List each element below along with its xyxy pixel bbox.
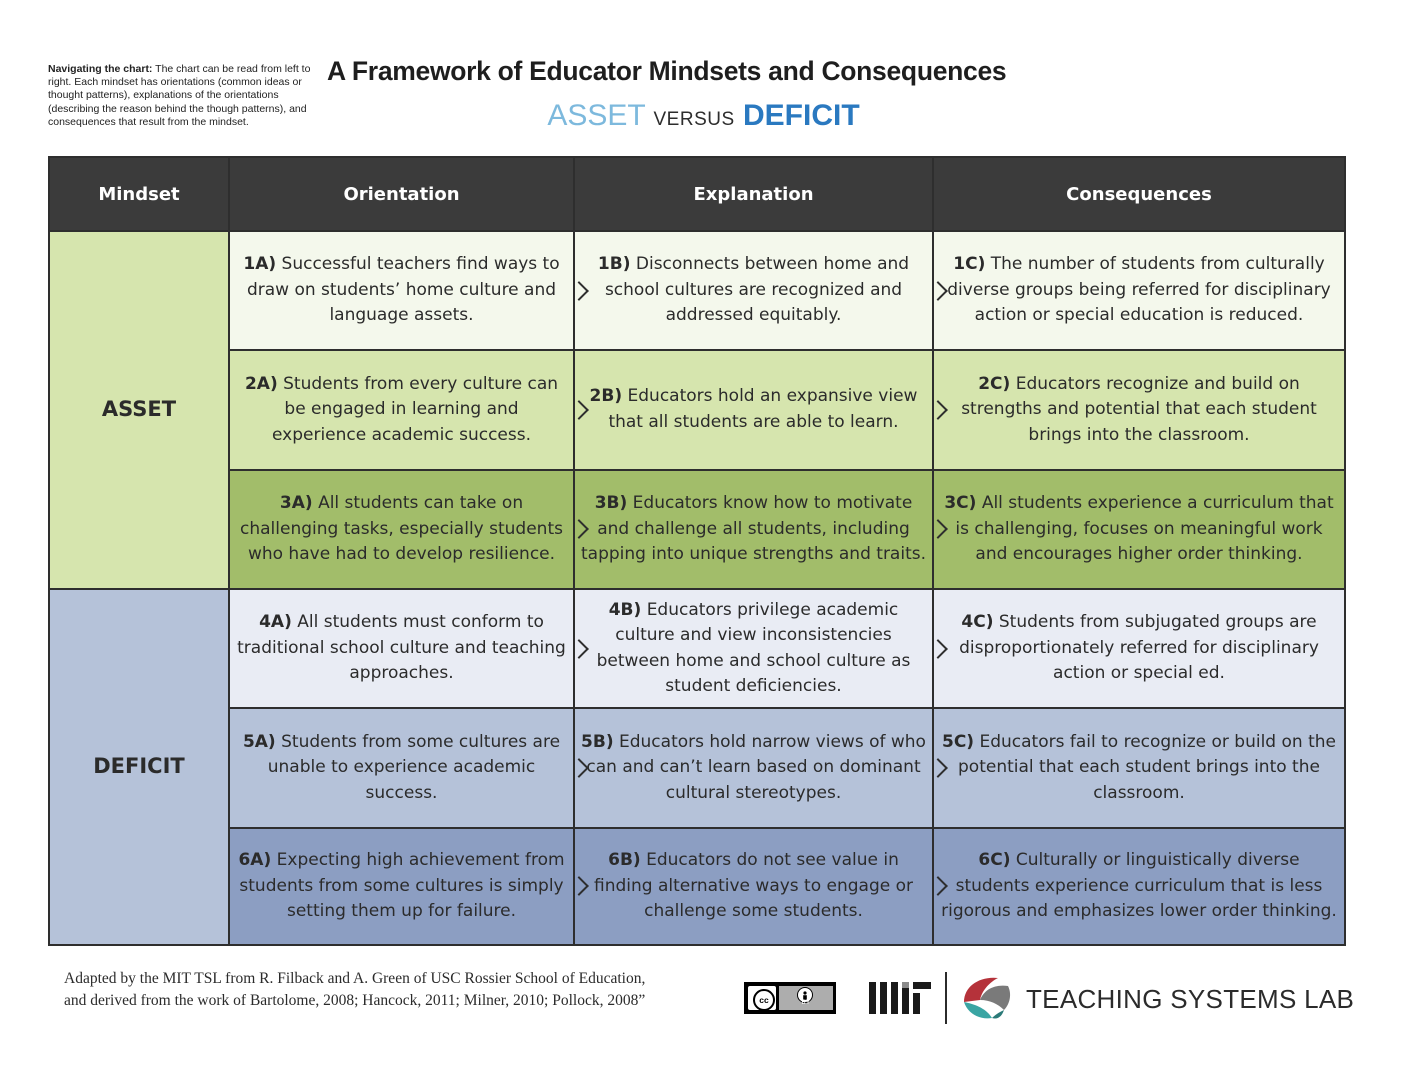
cell-text: Expecting high achievement from students from some cultures is simply setting them up for failure. [239, 850, 565, 922]
cell-6c [933, 828, 1345, 945]
footer-credit-line: Adapted by the MIT TSL from R. Filback and A. Green of USC Rossier School of Education, [64, 970, 646, 987]
cell-text: Culturally or linguistically diverse students experience curriculum that is less rigorous and emphasizes lower order thinking. [941, 850, 1337, 922]
cc-icon-panel [748, 986, 776, 1010]
cell-1c [933, 231, 1345, 350]
cell-text: Educators recognize and build on strengths and potential that each student brings into the classroom. [961, 373, 1317, 445]
footer-credit-line: and derived from the work of Bartolome, 2008; Hancock, 2011; Milner, 2010; Pollock, 2008” [64, 992, 646, 1009]
cell-code: 6C) [978, 850, 1011, 871]
cell-text: The number of students from culturally diverse groups being referred for disciplinary action or special education is reduced. [947, 254, 1331, 326]
cell-code: 6B) [608, 850, 641, 871]
page-subtitle [330, 96, 1077, 140]
cell-text: All students experience a curriculum that is challenging, focuses on meaningful work and encourages higher order thinking. [955, 493, 1334, 565]
cell-5c [933, 708, 1345, 827]
by-label: BY [801, 1000, 811, 1006]
cell-text: Successful teachers find ways to draw on students’ home culture and language assets. [246, 254, 560, 326]
cell-code: 1C) [953, 254, 986, 275]
cell-code: 3C) [944, 493, 977, 514]
page-title: A Framework of Educator Mindsets and Consequences [327, 56, 1007, 86]
cell-code: 6A) [238, 850, 272, 871]
teaching-systems-lab-name: TEACHING SYSTEMS LAB [1026, 984, 1355, 1014]
cell-text: Educators hold an expansive view that all students are able to learn. [608, 386, 918, 432]
mindset-framework-table [48, 156, 1346, 946]
mindset-deficit: DEFICIT [49, 589, 229, 945]
creative-commons-badge[interactable] [744, 982, 836, 1014]
column-header-mindset: Mindset [49, 157, 229, 231]
cell-code: 5C) [942, 731, 975, 752]
table-row [49, 828, 1345, 945]
cell-text: All students must conform to traditional school culture and teaching approaches. [237, 612, 566, 684]
cell-text: Educators fail to recognize or build on the potential that each student brings into the classroom. [958, 731, 1336, 803]
cell-1b [574, 231, 933, 350]
cell-text: Educators know how to motivate and challenge all students, including tapping into unique strengths and traits. [581, 493, 926, 565]
table-row [49, 231, 1345, 350]
subtitle-deficit: DEFICIT [742, 99, 860, 132]
cell-text: Students from some cultures are unable to experience academic success. [267, 731, 561, 803]
cell-code: 4C) [961, 612, 994, 633]
cell-text: Educators do not see value in finding alternative ways to engage or challenge some students. [593, 850, 914, 922]
cell-text: Educators privilege academic culture and view inconsistencies between home and school culture as student deficiencies. [596, 599, 911, 697]
table-row [49, 470, 1345, 589]
by-icon-panel [779, 986, 833, 1010]
cell-code: 2B) [589, 386, 623, 407]
teaching-systems-lab-icon [960, 974, 1014, 1022]
navigation-note [48, 63, 320, 129]
cc-icon: cc [753, 989, 775, 1011]
footer-credit [64, 968, 744, 1012]
cell-code: 5B) [581, 731, 614, 752]
navigation-note-heading: Navigating the chart: [48, 63, 153, 75]
cell-1a [229, 231, 574, 350]
cell-5a [229, 708, 574, 827]
cell-text: Educators hold narrow views of who can and can’t learn based on dominant cultural stereotypes. [586, 731, 926, 803]
cell-code: 1B) [597, 254, 631, 275]
subtitle-asset: ASSET [547, 99, 646, 132]
cell-code: 3B) [594, 493, 628, 514]
cell-code: 4A) [259, 612, 292, 633]
cell-6a [229, 828, 574, 945]
cell-3b [574, 470, 933, 589]
cell-4a [229, 589, 574, 708]
cell-code: 3A) [279, 493, 313, 514]
mit-logo [869, 982, 931, 1014]
table-header-row [49, 157, 1345, 231]
cell-4b [574, 589, 933, 708]
subtitle-versus: VERSUS [653, 109, 735, 130]
cell-code: 1A) [243, 254, 277, 275]
cell-text: All students can take on challenging tasks, especially students who have had to develop resilience. [240, 493, 563, 565]
cell-6b [574, 828, 933, 945]
cell-text: Students from every culture can be engaged in learning and experience academic success. [272, 373, 559, 445]
cell-code: 5A) [242, 731, 276, 752]
cell-4c [933, 589, 1345, 708]
cell-2c [933, 350, 1345, 469]
cell-text: Students from subjugated groups are disproportionately referred for disciplinary action or special ed. [959, 612, 1319, 684]
cell-2a [229, 350, 574, 469]
cell-text: Disconnects between home and school cultures are recognized and addressed equitably. [604, 254, 910, 326]
table-row [49, 589, 1345, 708]
cell-2b [574, 350, 933, 469]
cell-5b [574, 708, 933, 827]
column-header-orientation: Orientation [229, 157, 574, 231]
column-header-explanation: Explanation [574, 157, 933, 231]
cell-3a [229, 470, 574, 589]
cell-code: 4B) [608, 599, 642, 620]
table-row [49, 350, 1345, 469]
cell-code: 2A) [244, 373, 278, 394]
cell-3c [933, 470, 1345, 589]
cell-code: 2C) [978, 373, 1011, 394]
navigation-note-text: The chart can be read from left to right. Each mindset has orientations (common ideas or thought patterns), explanations of the orientations (describing the reason behind the though patterns), and consequences that result from the mindset. [48, 63, 311, 128]
logo-divider [945, 972, 947, 1024]
column-header-consequences: Consequences [933, 157, 1345, 231]
table-row [49, 708, 1345, 827]
mindset-asset: ASSET [49, 231, 229, 589]
